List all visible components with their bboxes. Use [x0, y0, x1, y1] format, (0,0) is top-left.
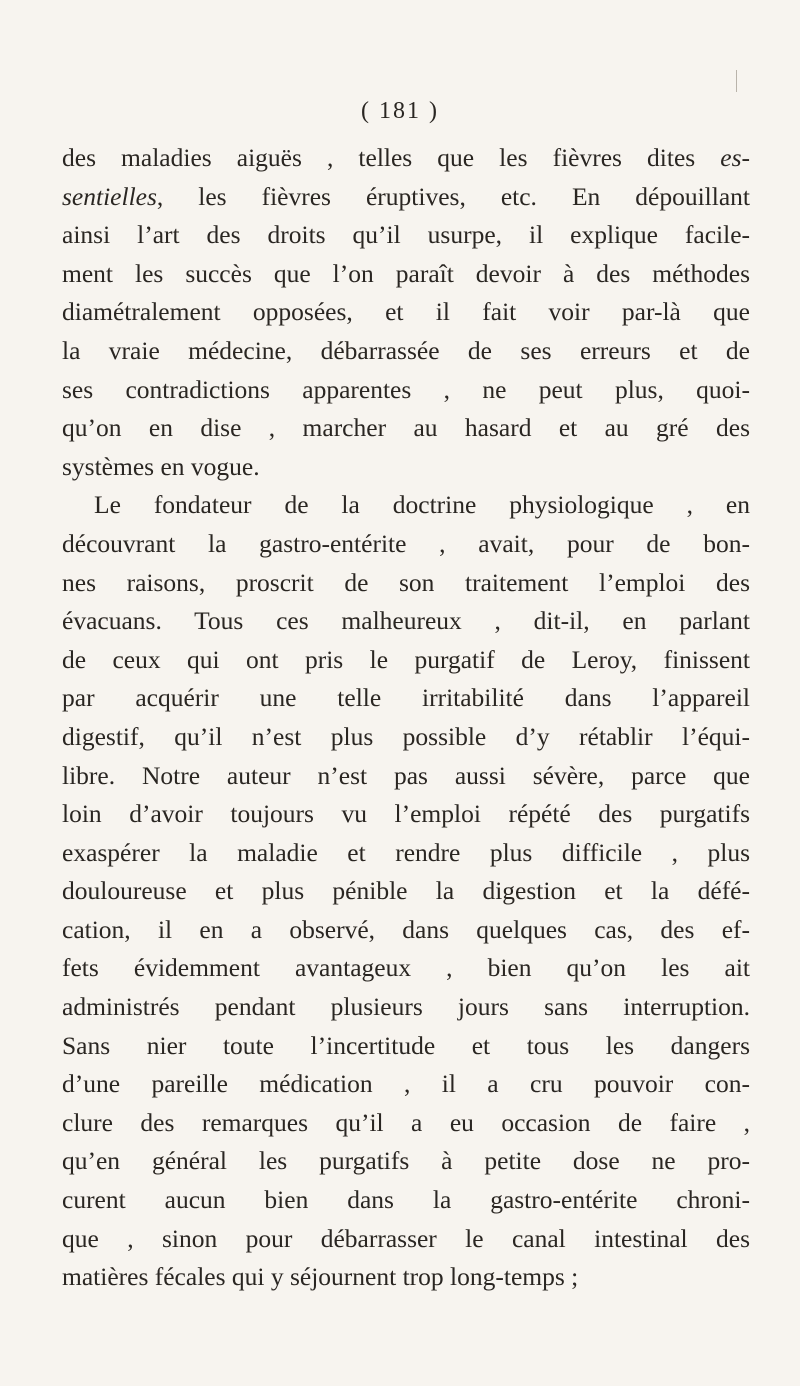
text-segment: qu’on en dise , marcher au hasard et au gré des	[62, 413, 750, 443]
italic-segment: es-	[720, 143, 750, 172]
text-segment: clure des remarques qu’il a eu occasion de faire ,	[62, 1107, 750, 1137]
text-line	[62, 1142, 750, 1181]
text-segment: Sans nier toute l’incertitude et tous les dangers	[62, 1030, 750, 1060]
text-segment: matières fécales qui y séjournent trop long-temps ;	[62, 1262, 579, 1292]
page-number: ( 181 )	[361, 98, 439, 124]
text-segment: cation, il en a observé, dans quelques cas, des ef-	[62, 914, 750, 944]
text-segment: de ceux qui ont pris le purgatif de Leroy, finissent	[62, 644, 750, 674]
text-line	[62, 409, 750, 448]
text-segment: ment les succès que l’on paraît devoir à des méthodes	[62, 258, 750, 288]
text-segment: des maladies aiguës , telles que les fièvres dites	[62, 143, 721, 172]
text-line	[62, 525, 750, 564]
text-line	[62, 255, 750, 294]
text-line	[62, 1258, 750, 1297]
text-segment: par acquérir une telle irritabilité dans l’appareil	[62, 683, 750, 713]
scan-mark	[736, 70, 737, 92]
text-line	[62, 1065, 750, 1104]
text-line	[62, 757, 750, 796]
text-line	[62, 293, 750, 332]
text-line	[62, 872, 750, 911]
text-segment: diamétralement opposées, et il fait voir par-là que	[62, 297, 750, 327]
text-line	[62, 139, 750, 178]
text-line	[62, 1104, 750, 1143]
text-line	[62, 911, 750, 950]
text-line	[62, 602, 750, 641]
text-segment: fets évidemment avantageux , bien qu’on les ait	[62, 953, 750, 983]
text-line	[62, 332, 750, 371]
text-segment: digestif, qu’il n’est plus possible d’y rétablir l’équi-	[62, 721, 750, 751]
text-line	[62, 679, 750, 718]
text-segment: systèmes en vogue.	[62, 451, 260, 481]
text-segment: ses contradictions apparentes , ne peut plus, quoi-	[62, 374, 750, 404]
text-line	[62, 949, 750, 988]
text-segment: , les fièvres éruptives, etc. En dépouillant	[156, 181, 750, 211]
text-line	[62, 834, 750, 873]
text-segment: d’une pareille médication , il a cru pouvoir con-	[62, 1069, 750, 1099]
text-segment: exaspérer la maladie et rendre plus difficile , plus	[62, 837, 750, 867]
text-segment: libre. Notre auteur n’est pas aussi sévère, parce que	[62, 760, 750, 790]
text-segment: qu’en général les purgatifs à petite dose ne pro-	[62, 1146, 750, 1176]
text-segment: Le fondateur de la doctrine physiologique , en	[94, 490, 750, 520]
text-line	[62, 564, 750, 603]
text-line	[62, 988, 750, 1027]
text-line	[62, 718, 750, 757]
text-line	[62, 641, 750, 680]
text-segment: douloureuse et plus pénible la digestion et la défé-	[62, 876, 750, 906]
text-line	[62, 371, 750, 410]
text-line	[62, 1220, 750, 1259]
text-line	[62, 1181, 750, 1220]
text-segment: découvrant la gastro-entérite , avait, pour de bon-	[62, 528, 750, 558]
text-segment: loin d’avoir toujours vu l’emploi répété des purgatifs	[62, 799, 750, 829]
text-line	[62, 448, 750, 487]
text-line	[62, 795, 750, 834]
text-segment: ainsi l’art des droits qu’il usurpe, il explique facile-	[62, 220, 750, 250]
text-line	[62, 486, 750, 525]
text-segment: que , sinon pour débarrasser le canal intestinal des	[62, 1223, 750, 1253]
text-line	[62, 1027, 750, 1066]
text-segment: administrés pendant plusieurs jours sans interruption.	[62, 992, 750, 1022]
text-line	[62, 216, 750, 255]
body-text	[62, 139, 750, 1297]
italic-segment: sentielles	[62, 181, 157, 211]
text-segment: évacuans. Tous ces malheureux , dit-il, en parlant	[62, 606, 750, 636]
text-line	[62, 178, 750, 217]
text-segment: nes raisons, proscrit de son traitement l’emploi des	[62, 567, 750, 597]
text-segment: curent aucun bien dans la gastro-entérite chroni-	[62, 1185, 750, 1215]
text-segment: la vraie médecine, débarrassée de ses erreurs et de	[62, 335, 750, 365]
